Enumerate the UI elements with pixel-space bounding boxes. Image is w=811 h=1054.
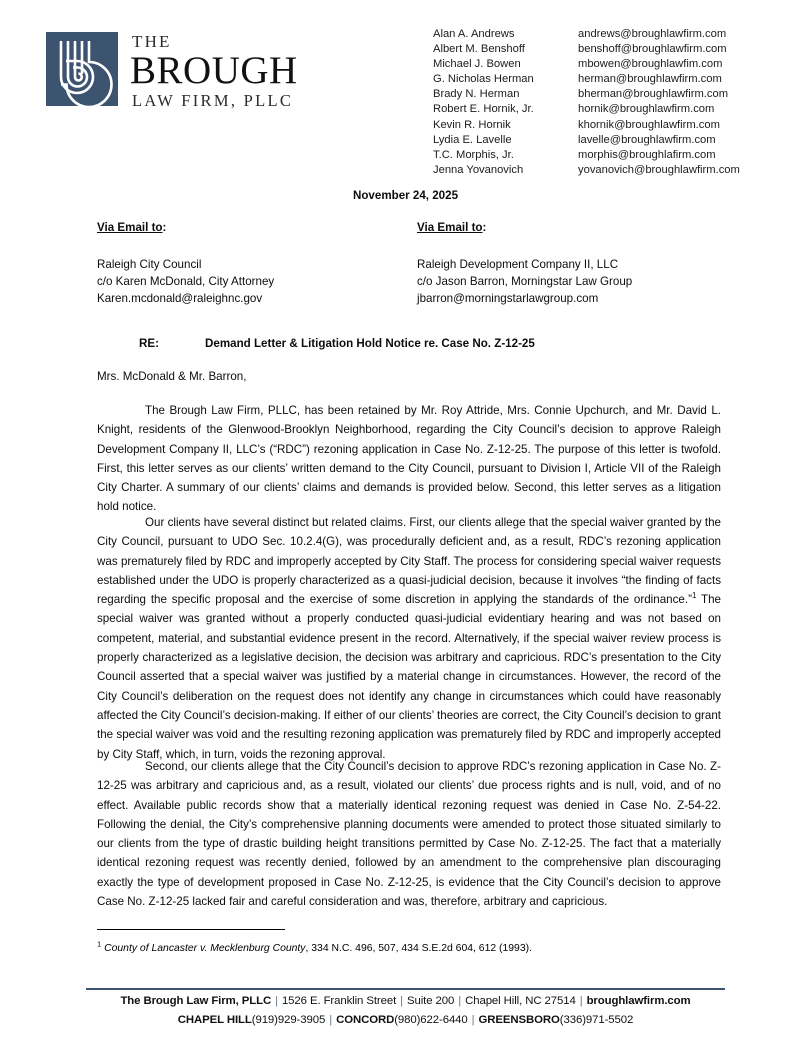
attorney-email: bherman@broughlawfirm.com <box>578 88 729 101</box>
footer-rule <box>86 988 725 990</box>
subject-line <box>139 337 535 350</box>
attorney-row <box>433 118 740 133</box>
attorney-email: andrews@broughlawfirm.com <box>578 28 727 40</box>
paragraph-2-text-a: Our clients have several distinct but related claims. First, our clients allege that the special waiver granted by the City Council, pursuant to UDO Sec. 10.2.4(G), was procedurally deficient and, as a result, RDC’s rezoning application was prematurely filed by RDC and improperly accepted by City Staff. The process for considering special waiver requests established under the UDO is properly characterized as a quasi-judicial decision, because it involves “the finding of facts regarding the specific proposal and the exercise of some discretion in applying the standards of the ordinance.” <box>97 516 721 607</box>
footer-separator: | <box>458 995 462 1007</box>
footer-firm-name: The Brough Law Firm, PLLC <box>120 995 272 1007</box>
attorney-email: yovanovich@broughlawfirm.com <box>578 163 740 176</box>
attorney-email: lavelle@broughlawfirm.com <box>578 133 716 146</box>
footer-suite: Suite 200 <box>407 995 455 1007</box>
via-email-colon-left: : <box>162 221 167 234</box>
attorney-row <box>433 133 740 148</box>
recipient-left <box>97 221 417 307</box>
footer-separator: | <box>329 1014 333 1026</box>
re-label: RE: <box>139 337 159 350</box>
recipient-left-email: Karen.mcdonald@raleighnc.gov <box>97 292 263 305</box>
letter-date: November 24, 2025 <box>352 189 459 202</box>
wordmark-the: THE <box>132 32 172 51</box>
attorney-row <box>433 163 740 178</box>
footnote-1 <box>97 939 532 956</box>
paragraph-3-text: Second, our clients allege that the City Council’s decision to approve RDC’s rezoning application in Case No. Z-12-25 was arbitrary and capricious and, as a result, violated our clients’ due process rights and is null, void, and of no effect. Available public records show that a materially identical rezoning request was denied in Case No. Z-54-22. Following the denial, the City’s comprehensive planning documents were amended to protect those situated similarly to our clients from the type of drastic building height transitions permitted by Case No. Z-12-25. The fact that a materially identical rezoning request was recently denied, followed by an amendment to the comprehensive plan discouraging exactly the type of development proposed in Case No. Z-12-25, is evidence that the City Council’s decision to approve Case No. Z-12-25 lacked fair and careful consideration and was, therefore, arbitrary and capricious. <box>97 760 721 909</box>
attorney-email: morphis@broughlafirm.com <box>578 148 716 161</box>
recipient-right-email: jbarron@morningstarlawgroup.com <box>417 292 599 305</box>
attorney-name: Brady N. Herman <box>433 88 520 101</box>
footnote-case-name: County of Lancaster v. Mecklenburg County <box>104 943 306 954</box>
paragraph-1-text: The Brough Law Firm, PLLC, has been retained by Mr. Roy Attride, Mrs. Connie Upchurch, and Mr. David L. Knight, residents of the Glenwood-Brooklyn Neighborhood, regarding the City Council’s decision to approve Raleigh Development Company II, LLC’s (“RDC”) rezoning application in Case No. Z-12-25. The purpose of this letter is twofold. First, this letter serves as our clients’ written demand to the City Council, pursuant to Division I, Article VII of the Raleigh City Charter. A summary of our clients’ claims and demands is provided below. Second, this letter serves as a litigation hold notice. <box>97 404 721 514</box>
attorney-row <box>433 102 740 117</box>
wordmark-brough: BROUGH <box>130 49 298 92</box>
attorney-email: mbowen@broughlawfim.com <box>578 58 723 71</box>
re-subject: Demand Letter & Litigation Hold Notice re. Case No. Z-12-25 <box>205 337 535 350</box>
footer-separator: | <box>471 1014 475 1026</box>
footer-office-city-chapel-hill: CHAPEL HILL <box>177 1014 252 1026</box>
via-email-label-left <box>97 221 417 234</box>
footer-office-phone-concord[interactable]: (980)622-6440 <box>394 1014 468 1026</box>
footnote-separator-rule <box>97 929 285 930</box>
attorney-row <box>433 42 740 57</box>
footer-office-city-concord: CONCORD <box>336 1014 395 1026</box>
footnote-number: 1 <box>97 939 102 949</box>
footer-separator: | <box>275 995 278 1007</box>
via-email-colon-right: : <box>482 221 487 234</box>
attorney-name: Alan A. Andrews <box>433 28 515 40</box>
footnote-citation: , 334 N.C. 496, 507, 434 S.E.2d 604, 612 (1993). <box>305 943 532 954</box>
attorney-name: Jenna Yovanovich <box>433 163 524 176</box>
attorney-name: Kevin R. Hornik <box>433 118 511 131</box>
attorney-row <box>433 72 740 87</box>
attorney-row <box>433 87 740 102</box>
recipient-left-line1: Raleigh City Council <box>97 258 202 271</box>
firm-logo <box>46 32 298 110</box>
attorney-row <box>433 148 740 163</box>
recipient-block <box>97 221 757 307</box>
paragraph-2 <box>97 513 721 764</box>
via-email-underline-left: Via Email to <box>97 221 163 234</box>
recipient-right-line1: Raleigh Development Company II, LLC <box>417 258 619 271</box>
attorney-name: T.C. Morphis, Jr. <box>433 148 514 161</box>
footer-office-phone-greensboro[interactable]: (336)971-5502 <box>559 1014 634 1026</box>
footer-city-state-zip: Chapel Hill, NC 27514 <box>465 995 576 1007</box>
wordmark-lawfirm: LAW FIRM, PLLC <box>132 91 294 110</box>
footer-office-city-greensboro: GREENSBORO <box>478 1014 560 1026</box>
footer-office-phone-chapel-hill[interactable]: (919)929-3905 <box>251 1014 326 1026</box>
footnote-marker-1[interactable]: 1 <box>691 591 697 601</box>
attorney-email: benshoff@broughlawfirm.com <box>578 43 727 56</box>
attorney-email: khornik@broughlawfirm.com <box>578 118 720 131</box>
attorney-name: Michael J. Bowen <box>433 58 521 71</box>
paragraph-3 <box>97 757 721 911</box>
footer-street: 1526 E. Franklin Street <box>281 995 397 1007</box>
footer-address-line <box>0 995 811 1007</box>
letterhead <box>0 0 811 180</box>
attorney-roster <box>433 27 740 178</box>
firm-wordmark <box>130 32 298 110</box>
via-email-label-right <box>417 221 737 234</box>
salutation: Mrs. McDonald & Mr. Barron, <box>97 370 247 383</box>
attorney-name: Lydia E. Lavelle <box>433 133 512 146</box>
attorney-name: Albert M. Benshoff <box>433 43 525 56</box>
paragraph-2-text-b: The special waiver was granted without a properly conducted quasi-judicial evidentiary hearing and was not based on competent, material, and substantial evidence present in the record. Alternatively, if the special waiver review process is properly characterized as a legislative decision, the decision was arbitrary and capricious. RDC’s presentation to the City Council asserted that a special waiver was justified by a material change in circumstances. However, the record of the City Council’s deliberation on the request does not identify any change in circumstances which could have reasonably affected the City Council’s decision-making. If either of our clients’ theories are correct, the City Council’s decision to grant the special waiver was void and the resulting rezoning application was prematurely filed by RDC and improperly accepted by City Staff, which, in turn, voids the rezoning approval. <box>97 593 722 761</box>
attorney-name: Robert E. Hornik, Jr. <box>433 103 534 116</box>
attorney-row <box>433 27 740 42</box>
attorney-row <box>433 57 740 72</box>
footer-separator: | <box>579 995 583 1007</box>
footer-website-link[interactable]: broughlawfirm.com <box>586 995 691 1007</box>
paragraph-1 <box>97 401 721 517</box>
recipient-right <box>417 221 737 307</box>
via-email-underline-right: Via Email to <box>417 221 483 234</box>
recipient-left-line2: c/o Karen McDonald, City Attorney <box>97 275 275 288</box>
attorney-name: G. Nicholas Herman <box>433 73 534 86</box>
recipient-right-line2: c/o Jason Barron, Morningstar Law Group <box>417 275 633 288</box>
attorney-email: hornik@broughlawfirm.com <box>578 103 715 116</box>
footer-separator: | <box>400 995 403 1007</box>
attorney-email: herman@broughlawfirm.com <box>578 73 722 86</box>
footer-offices-line <box>0 1014 811 1026</box>
brough-spiral-b-icon <box>46 32 118 106</box>
